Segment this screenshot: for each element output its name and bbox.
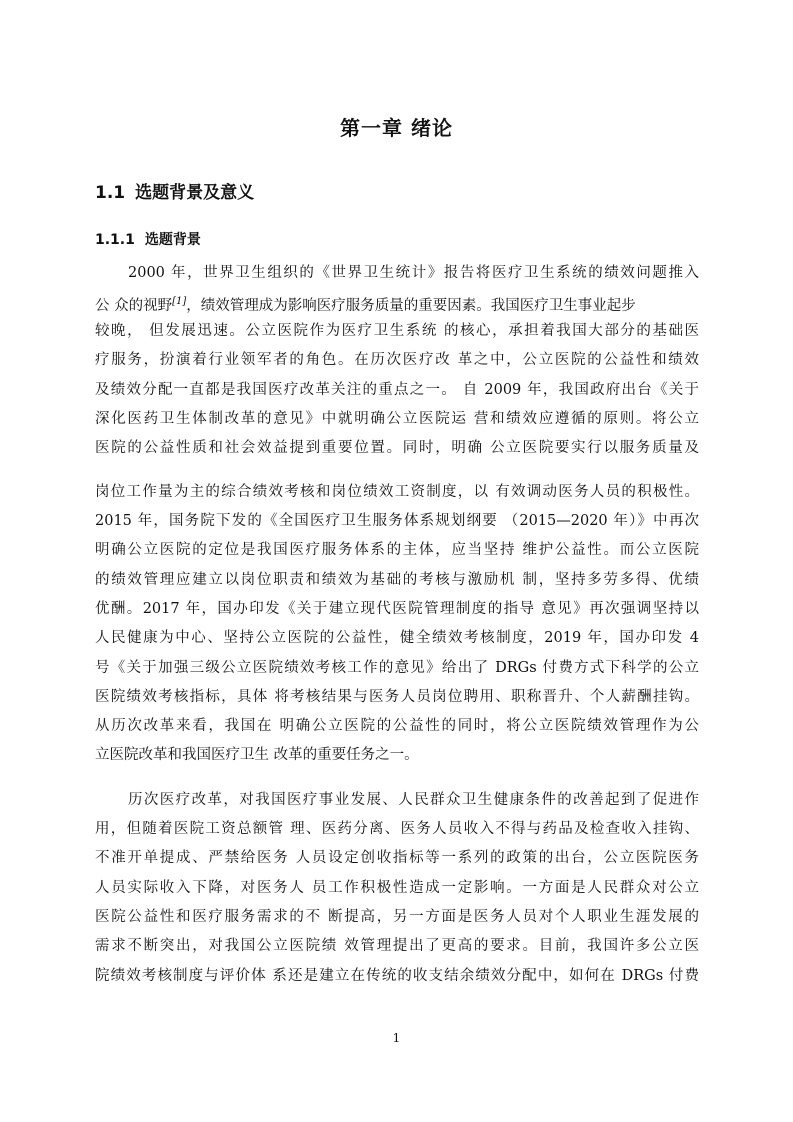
subsection-heading [95, 229, 201, 249]
paragraph-line: 医院绩效考核指标，具体 将考核结果与医务人员岗位聘用、职称晋升、个人薪酬挂钩。 [95, 689, 699, 705]
paragraph-line: 明确公立医院的定位是我国医疗服务体系的主体，应当坚持 维护公益性。而公立医院 [95, 542, 699, 558]
paragraph-line: 疗服务，扮演着行业领军者的角色。在历次医疗改 革之中，公立医院的公益性和绩效 [95, 352, 699, 368]
paragraph-line: 2000 年，世界卫生组织的《世界卫生统计》报告将医疗卫生系统的绩效问题推入 [128, 265, 699, 281]
paragraph-line: 需求不断突出，对我国公立医院绩 效管理提出了更高的要求。目前，我国许多公立医 [95, 938, 699, 954]
paragraph-line: 医院的公益性质和社会效益提到重要位置。同时，明确 公立医院要实行以服务质量及 [95, 440, 699, 456]
paragraph-line: 号《关于加强三级公立医院绩效考核工作的意见》给出了 DRGs 付费方式下科学的公立 [95, 660, 699, 676]
paragraph-line: 岗位工作量为主的综合绩效考核和岗位绩效工资制度，以 有效调动医务人员的积极性。 [95, 484, 699, 500]
paragraph-line: 人员实际收入下降，对医务人 员工作积极性造成一定影响。一方面是人民群众对公立 [95, 880, 699, 896]
line-text: ，绩效管理成为影响医疗服务质量的重要因素。我国医疗卫生事业起步 [186, 297, 636, 314]
paragraph-line: 历次医疗改革，对我国医疗事业发展、人民群众卫生健康条件的改善起到了促进作 [128, 792, 699, 808]
paragraph-line: 人民健康为中心、坚持公立医院的公益性，健全绩效考核制度，2019 年，国办印发 4 [95, 630, 699, 646]
line-text: 公 众的视野 [95, 297, 173, 314]
paragraph-line: 的绩效管理应建立以岗位职责和绩效为基础的考核与激励机 制，坚持多劳多得、优绩 [95, 572, 699, 588]
paragraph-line: 不准开单提成、严禁给医务 人员设定创收指标等一系列的政策的出台，公立医院医务 [95, 850, 699, 866]
paragraph-line: 从历次改革来看，我国在 明确公立医院的公益性的同时，将公立医院绩效管理作为公 [95, 718, 699, 734]
paragraph-line: 用，但随着医院工资总额管 理、医药分离、医务人员收入不得与药品及检查收入挂钩、 [95, 821, 699, 837]
paragraph-line: 2015 年，国务院下发的《全国医疗卫生服务体系规划纲要 （2015—2020 年）》中再次 [95, 513, 699, 529]
paragraph-line: 优酬。2017 年，国办印发《关于建立现代医院管理制度的指导 意见》再次强调坚持以 [95, 601, 699, 617]
citation-ref: [1] [172, 296, 187, 307]
paragraph-line: 医院公益性和医疗服务需求的不 断提高，另一方面是医务人员对个人职业生涯发展的 [95, 909, 699, 925]
paragraph-line: 深化医药卫生体制改革的意见》中就明确公立医院运 营和绩效应遵循的原则。将公立 [95, 411, 699, 427]
section-title: 选题背景及意义 [135, 183, 255, 203]
page-number: 1 [392, 1031, 401, 1045]
paragraph-line: 较晚， 但发展迅速。公立医院作为医疗卫生系统 的核心，承担着我国大部分的基础医 [95, 323, 699, 339]
section-heading [95, 178, 254, 203]
paragraph-line: 立医院改革和我国医疗卫生 改革的重要任务之一。 [95, 747, 419, 763]
paragraph-line [95, 292, 699, 312]
chapter-title: 第一章 绪论 [340, 116, 453, 140]
subsection-number: 1.1.1 [95, 232, 135, 248]
subsection-title: 选题背景 [144, 232, 201, 248]
section-number: 1.1 [95, 183, 126, 203]
paragraph-line: 院绩效考核制度与评价体 系还是建立在传统的收支结余绩效分配中，如何在 DRGs 付费 [95, 968, 699, 984]
paragraph-line: 及绩效分配一直都是我国医疗改革关注的重点之一。 自 2009 年，我国政府出台《关于 [95, 382, 699, 398]
